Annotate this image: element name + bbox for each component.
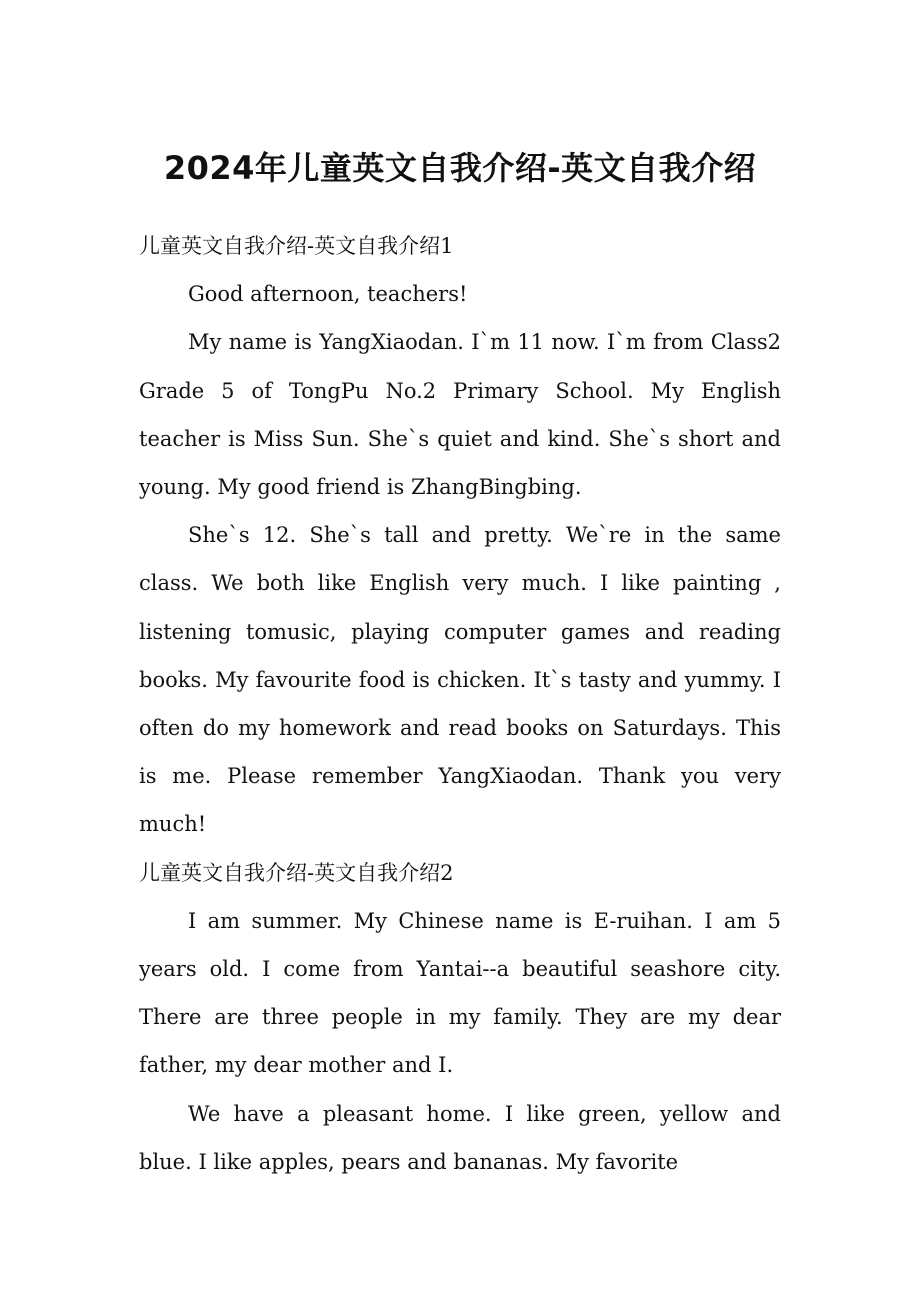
document-title: 2024年儿童英文自我介绍-英文自我介绍: [163, 149, 757, 187]
paragraph: Good afternoon, teachers!: [188, 282, 468, 307]
paragraph: We have a pleasant home. I like green, yellow and blue. I like apples, pears and bananas. My favorite: [139, 1101, 781, 1174]
document-body: [139, 222, 781, 1186]
section-heading: 儿童英文自我介绍-英文自我介绍2: [139, 860, 454, 885]
section-1: [139, 222, 781, 849]
paragraph: My name is YangXiaodan. I`m 11 now. I`m from Class2 Grade 5 of TongPu No.2 Primary School. My English teacher is Miss Sun. She`s quiet and kind. She`s short and young. My good friend is ZhangBingbing.: [139, 330, 781, 500]
section-2: [139, 849, 781, 1186]
paragraph: I am summer. My Chinese name is E-ruihan. I am 5 years old. I come from Yantai--a beautiful seashore city. There are three people in my family. They are my dear father, my dear mother and I.: [139, 908, 781, 1078]
section-heading: 儿童英文自我介绍-英文自我介绍1: [139, 234, 454, 258]
paragraph: She`s 12. She`s tall and pretty. We`re in the same class. We both like English very much. I like painting , listening tomusic, playing computer games and reading books. My favourite food is chicken. It`s tasty and yummy. I often do my homework and read books on Saturdays. This is me. Please remember YangXiaodan. Thank you very much!: [139, 523, 781, 837]
